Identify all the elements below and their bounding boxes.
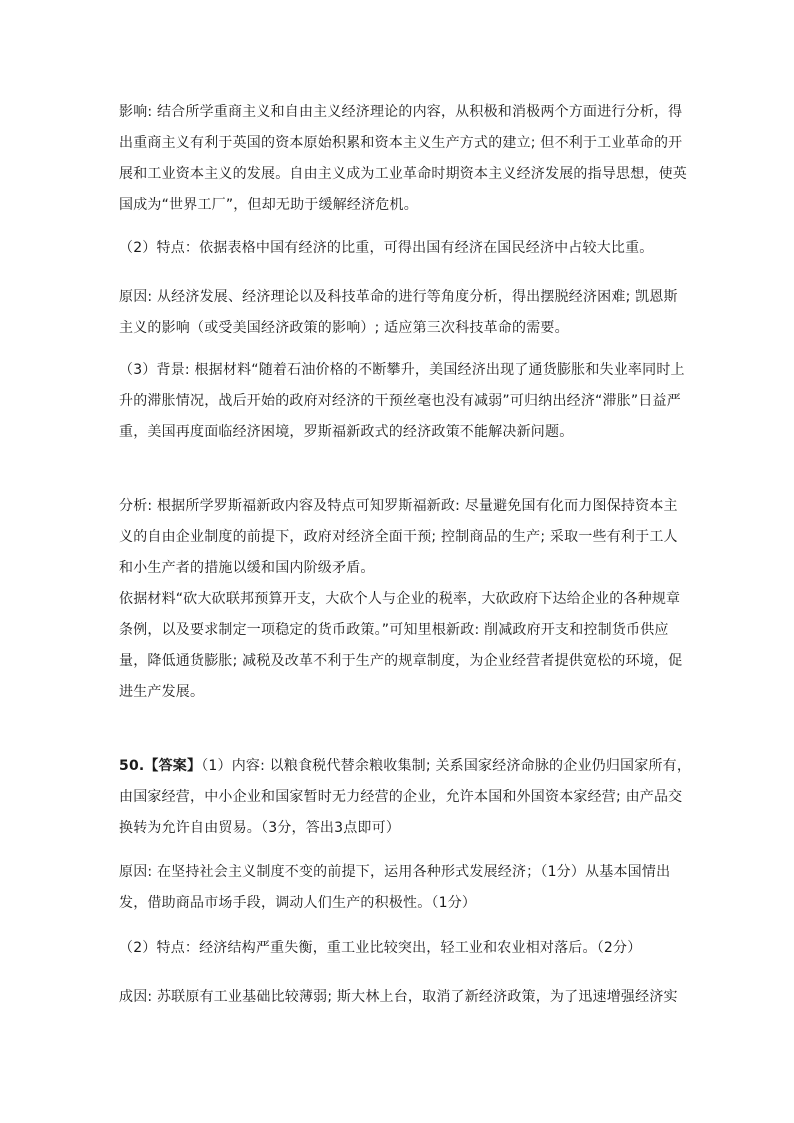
text-line: 义的自由企业制度的前提下，政府对经济全面干预; 控制商品的生产; 采取一些有利于工人 [119, 529, 678, 545]
text-line: 重，美国再度面临经济困境，罗斯福新政式的经济政策不能解决新问题。 [119, 424, 574, 440]
text-line: 条例，以及要求制定一项稳定的货币政策。”可知里根新政: 削减政府开支和控制货币供应 [119, 622, 669, 638]
text-line: 原因: 从经济发展、经济理论以及科技革命的进行等角度分析，得出摆脱经济困难; 凯恩斯 [119, 289, 678, 305]
text-line: 进生产发展。 [119, 684, 205, 700]
paragraph-stagflation-background [119, 355, 685, 448]
text-line: 换转为允许自由贸易。（3分，答出3点即可） [119, 820, 401, 836]
text-line: 展和工业资本主义的发展。自由主义成为工业革命时期资本主义经济发展的指导思想，使英 [119, 166, 687, 182]
answer-label: 50.【答案】 [119, 758, 202, 774]
paragraph-state-economy-reasons [119, 282, 677, 344]
paragraph-mercantilism-influence [119, 97, 687, 221]
text-line: 依据材料“砍大砍联邦预算开支，大砍个人与企业的税率，大砍政府下达给企业的各种规章 [119, 591, 681, 607]
paragraph-reagan-policy [119, 584, 683, 708]
text-line: 出重商主义有利于英国的资本原始积累和资本主义生产方式的建立; 但不利于工业革命的开 [119, 135, 683, 151]
text-line: 和小生产者的措施以缓和国内阶级矛盾。 [119, 560, 375, 576]
text-line: 分析: 根据所学罗斯福新政内容及特点可知罗斯福新政: 尽量避免国有化而力图保持资本主 [119, 498, 678, 514]
paragraph-new-deal-analysis [119, 491, 677, 584]
answer-text: （1）内容: 以粮食税代替余粮收集制; 关系国家经济命脉的企业仍归国家所有， [201, 758, 692, 774]
paragraph-state-economy-features [119, 233, 677, 264]
text-line: 由国家经营，中小企业和国家暂时无力经营的企业，允许本国和外国资本家经营; 由产品交 [119, 789, 683, 805]
text-line: 影响: 结合所学重商主义和自由主义经济理论的内容，从积极和消极两个方面进行分析，得 [119, 104, 683, 120]
paragraph-answer-50 [119, 751, 692, 844]
text-line [119, 751, 692, 782]
paragraph-soviet-features [119, 933, 677, 964]
paragraph-nep-reasons [119, 857, 677, 919]
text-line: （2）特点：经济结构严重失衡，重工业比较突出，轻工业和农业相对落后。（2分） [119, 940, 642, 956]
text-line: （2）特点：依据表格中国有经济的比重，可得出国有经济在国民经济中占较大比重。 [119, 240, 654, 256]
text-line: 成因: 苏联原有工业基础比较薄弱; 斯大林上台，取消了新经济政策，为了迅速增强经济实 [119, 989, 678, 1005]
text-line: 量，降低通货膨胀; 减税及改革不利于生产的规章制度，为企业经营者提供宽松的环境，促 [119, 653, 683, 669]
text-line: 主义的影响（或受美国经济政策的影响）; 适应第三次科技革命的需要。 [119, 320, 569, 336]
text-line: （3）背景: 根据材料“随着石油价格的不断攀升，美国经济出现了通货膨胀和失业率同时上 [119, 362, 685, 378]
text-line: 国成为“世界工厂”，但却无助于缓解经济危机。 [119, 197, 418, 213]
text-line: 发，借助商品市场手段，调动人们生产的积极性。（1分） [119, 895, 477, 911]
paragraph-soviet-causes [119, 982, 677, 1013]
text-line: 原因: 在坚持社会主义制度不变的前提下，运用各种形式发展经济；（1分）从基本国情出 [119, 864, 671, 880]
text-line: 升的滞胀情况，战后开始的政府对经济的干预丝毫也没有减弱”可归纳出经济“滞胀”日益严 [119, 393, 681, 409]
